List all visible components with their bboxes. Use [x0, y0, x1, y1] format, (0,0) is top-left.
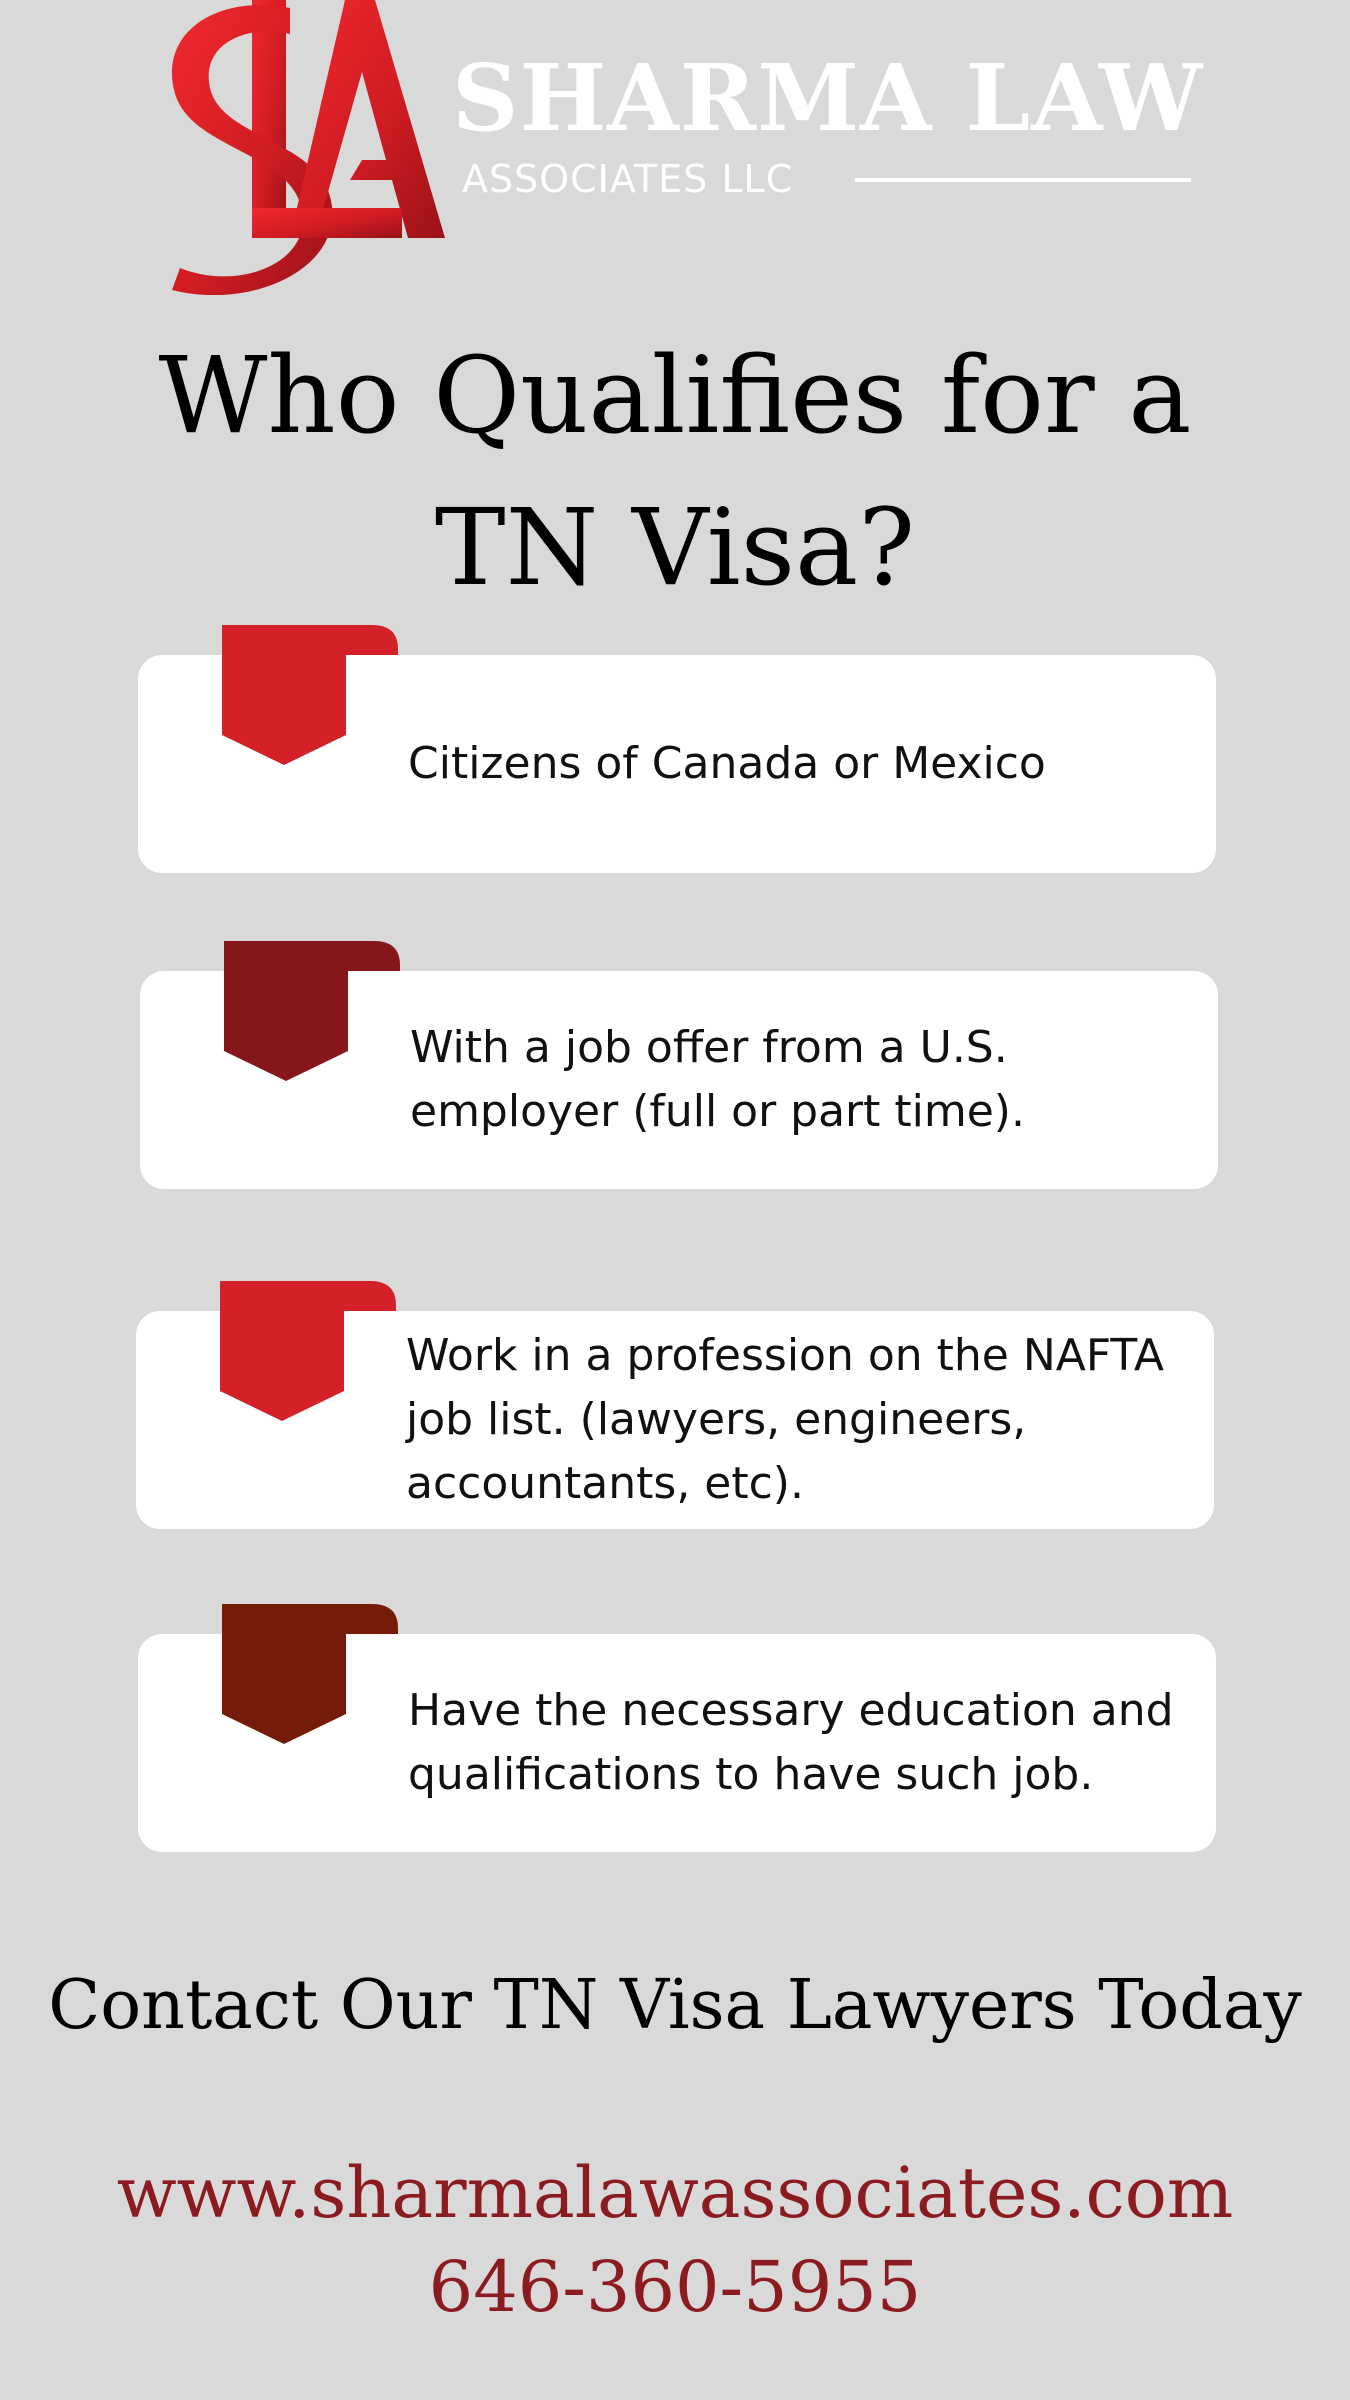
brand-divider [855, 178, 1191, 182]
qualification-card-3 [136, 1311, 1214, 1529]
qualification-card-4 [138, 1634, 1216, 1852]
qualification-text-2 [410, 971, 1188, 1189]
page-title: Who Qualifies for a TN Visa? [158, 334, 1192, 609]
bookmark-ribbon-icon [222, 625, 398, 765]
brand-subtitle: ASSOCIATES LLC [462, 157, 794, 201]
bookmark-ribbon-icon [222, 1604, 398, 1744]
contact-heading: Contact Our TN Visa Lawyers Today [48, 1966, 1302, 2045]
qualification-label: With a job offer from a U.S. employer (full or part time). [410, 1022, 1025, 1137]
qualification-text-4 [408, 1634, 1186, 1852]
qualification-label: Have the necessary education and qualifications to have such job. [408, 1685, 1174, 1800]
bookmark-ribbon-icon [224, 941, 400, 1081]
qualification-label: Citizens of Canada or Mexico [408, 738, 1046, 789]
qualification-text-3 [406, 1311, 1184, 1529]
qualification-text-1 [408, 655, 1186, 873]
website-link[interactable]: www.sharmalawassociates.com [116, 2152, 1234, 2234]
brand-name: SHARMA LAW [452, 44, 1204, 152]
sla-monogram-logo-icon [140, 0, 460, 295]
qualification-card-1 [138, 655, 1216, 873]
bookmark-ribbon-icon [220, 1281, 396, 1421]
qualification-label: Work in a profession on the NAFTA job list. (lawyers, engineers, accountants, etc). [406, 1330, 1164, 1509]
phone-number[interactable]: 646-360-5955 [428, 2246, 922, 2328]
qualification-card-2 [140, 971, 1218, 1189]
